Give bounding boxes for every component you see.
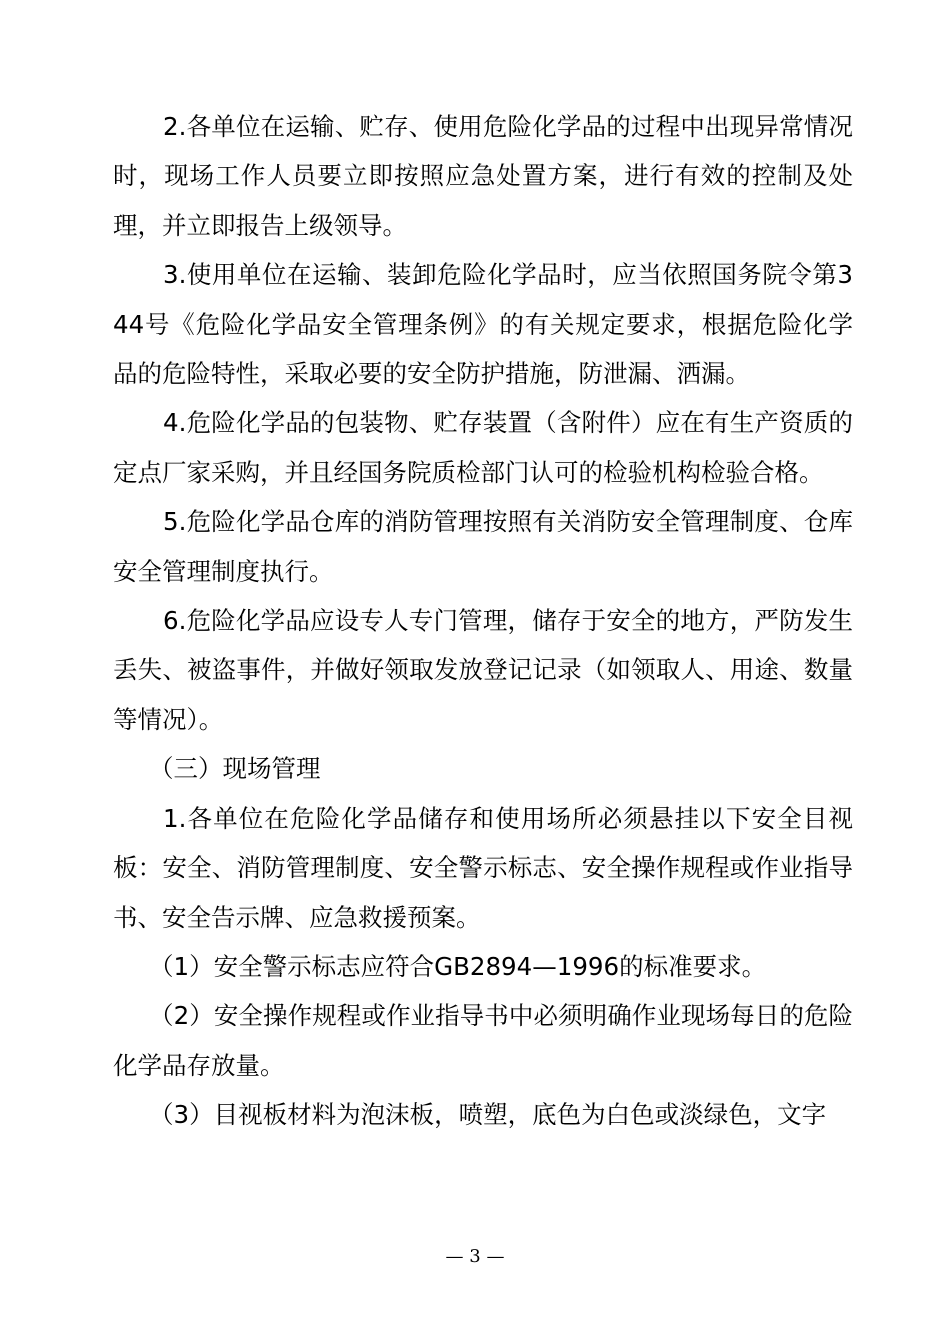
paragraph-item-onsite-1: 1.各单位在危险化学品储存和使用场所必须悬挂以下安全目视板：安全、消防管理制度、安全警示标志、安全操作规程或作业指导书、安全告示牌、应急救援预案。 — [113, 803, 853, 932]
paragraph-subitem-1: （1）安全警示标志应符合GB2894—1996的标准要求。 — [149, 951, 767, 981]
paragraph-item-3: 3.使用单位在运输、装卸危险化学品时，应当依照国务院令第344号《危险化学品安全管理条例》的有关规定要求，根据危险化学品的危险特性，采取必要的安全防护措施，防泄漏、洒漏。 — [113, 260, 853, 389]
paragraph-item-4: 4.危险化学品的包装物、贮存装置（含附件）应在有生产资质的定点厂家采购，并且经国务院质检部门认可的检验机构检验合格。 — [113, 408, 853, 487]
document-body — [113, 102, 853, 1140]
page-number: — 3 — — [445, 1246, 505, 1267]
paragraph-subitem-3: （3）目视板材料为泡沫板，喷塑，底色为白色或淡绿色，文字 — [149, 1100, 827, 1130]
paragraph-subitem-2: （2）安全操作规程或作业指导书中必须明确作业现场每日的危险化学品存放量。 — [113, 1001, 853, 1080]
paragraph-item-6: 6.危险化学品应设专人专门管理，储存于安全的地方，严防发生丢失、被盗事件，并做好领取发放登记记录（如领取人、用途、数量等情况）。 — [113, 606, 853, 734]
paragraph-item-2: 2.各单位在运输、贮存、使用危险化学品的过程中出现异常情况时，现场工作人员要立即按照应急处置方案，进行有效的控制及处理，并立即报告上级领导。 — [113, 112, 853, 240]
section-heading-onsite-management: （三）现场管理 — [149, 754, 321, 784]
paragraph-item-5: 5.危险化学品仓库的消防管理按照有关消防安全管理制度、仓库安全管理制度执行。 — [113, 507, 853, 586]
